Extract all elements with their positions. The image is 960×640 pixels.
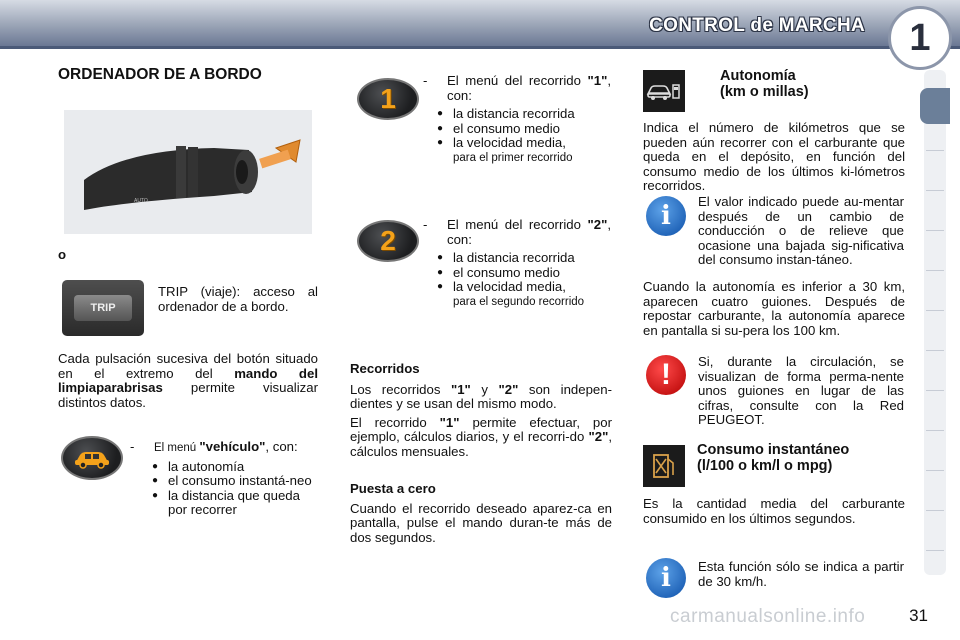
vehicle-menu-list [150,460,320,518]
cycle-paragraph: Cada pulsación sucesiva del botón situado en el extremo del mando del limpiaparabrisas permite visualizar distintos datos. [58,351,318,410]
trip-button-photo [62,280,144,336]
list-item: ● la distancia que queda por recorrer [150,489,320,518]
trips-paragraph-1: Los recorridos "1" y "2" son indepen-dientes y se usan del mismo modo. [350,381,612,411]
tab-divider [926,230,944,231]
range-info-note: El valor indicado puede au-mentar después de un cambio de conducción o de relieve que ocasione una bajada sig-nificativa del consumo instan-táneo. [698,194,904,267]
tab-divider [926,270,944,271]
info-icon: i [646,196,686,236]
trips-heading: Recorridos [350,361,420,376]
or-label: o [58,247,67,262]
reset-heading: Puesta a cero [350,481,436,496]
tab-divider [926,150,944,151]
range-paragraph-1: Indica el número de kilómetros que se pueden aún recorrer con el carburante que queda en el depósito, en función del consumo medio de los últimos ki-lómetros recorridos. [643,120,905,193]
page-number: 31 [909,606,928,625]
tab-divider [926,310,944,311]
trip-1-badge: 1 [357,78,419,120]
list-item: ● la distancia recorrida [435,251,611,266]
list-item: ● la velocidad media, [435,280,611,295]
section-title: ORDENADOR DE A BORDO [58,66,262,83]
list-item: ● el consumo medio [435,266,611,281]
consumption-paragraph: Es la cantidad media del carburante consumido en los últimos segundos. [643,496,905,526]
trip-1-list [435,107,611,151]
trip-1-note: para el primer recorrido [453,151,573,164]
range-paragraph-2: Cuando la autonomía es inferior a 30 km, aparecen cuatro guiones. Después de repostar carburante, la autonomía aparece en pantalla si su-pera los 100 km. [643,279,905,338]
tab-divider [926,430,944,431]
car-icon [61,436,123,480]
consumption-info-note: Esta función sólo se indica a partir de 30 km/h. [698,559,904,589]
tab-divider [926,350,944,351]
car-fuel-range-icon [643,70,685,112]
fuel-consumption-icon [643,445,685,487]
list-item: ● la velocidad media, [435,136,611,151]
chapter-number-badge: 1 [888,6,952,70]
trip-1-menu: - El menú del recorrido "1", con: ● la distancia recorrida ● el consumo medio ● la velocidad media, para el primer recorrido [423,74,611,165]
trip-2-note: para el segundo recorrido [453,295,585,308]
list-item: ● el consumo instantá-neo [150,474,320,489]
info-icon: i [646,558,686,598]
reset-paragraph: Cuando el recorrido deseado aparez-ca en pantalla, pulse el mando duran-te más de dos segundos. [350,500,612,545]
reset-section [350,482,612,545]
range-heading: Autonomía (km o millas) [720,68,809,100]
chapter-tabs [924,70,946,575]
tab-divider [926,510,944,511]
vehicle-menu: - El menú "vehículo", con: ● la autonomía ● el consumo instantá-neo ● la distancia que queda por recorrer [130,440,320,518]
exclamation-icon: ! [646,355,686,395]
trip-button[interactable]: TRIP [74,295,132,321]
trip-2-list [435,251,611,295]
trip-2-menu: - El menú del recorrido "2", con: ● la distancia recorrida ● el consumo medio ● la velocidad media, para el segundo recorrido [423,218,611,309]
chapter-title: CONTROL de MARCHA [649,15,865,36]
list-item: ● la distancia recorrida [435,107,611,122]
trips-section [350,362,612,459]
watermark: carmanualsonline.info [670,606,866,627]
range-warning-note: Si, durante la circulación, se visualizan de forma perma-nente unos guiones en lugar de las cifras, consulte con la Red PEUGEOT. [698,354,904,427]
list-item: ● el consumo medio [435,122,611,137]
trip-2-badge: 2 [357,220,419,262]
tab-divider [926,550,944,551]
trips-paragraph-2: El recorrido "1" permite efectuar, por ejemplo, cálculos diarios, y el recorri-do "2", cálculos mensuales. [350,414,612,459]
tab-divider [926,390,944,391]
tab-divider [926,190,944,191]
svg-text:AUTO: AUTO [134,198,148,204]
trip-description: TRIP (viaje): acceso al ordenador de a bordo. [158,284,318,314]
list-item: ● la autonomía [150,460,320,475]
active-chapter-tab[interactable] [920,88,950,124]
wiper-stalk-photo [64,110,312,234]
consumption-heading: Consumo instantáneo (l/100 o km/l o mpg) [697,442,850,474]
tab-divider [926,470,944,471]
